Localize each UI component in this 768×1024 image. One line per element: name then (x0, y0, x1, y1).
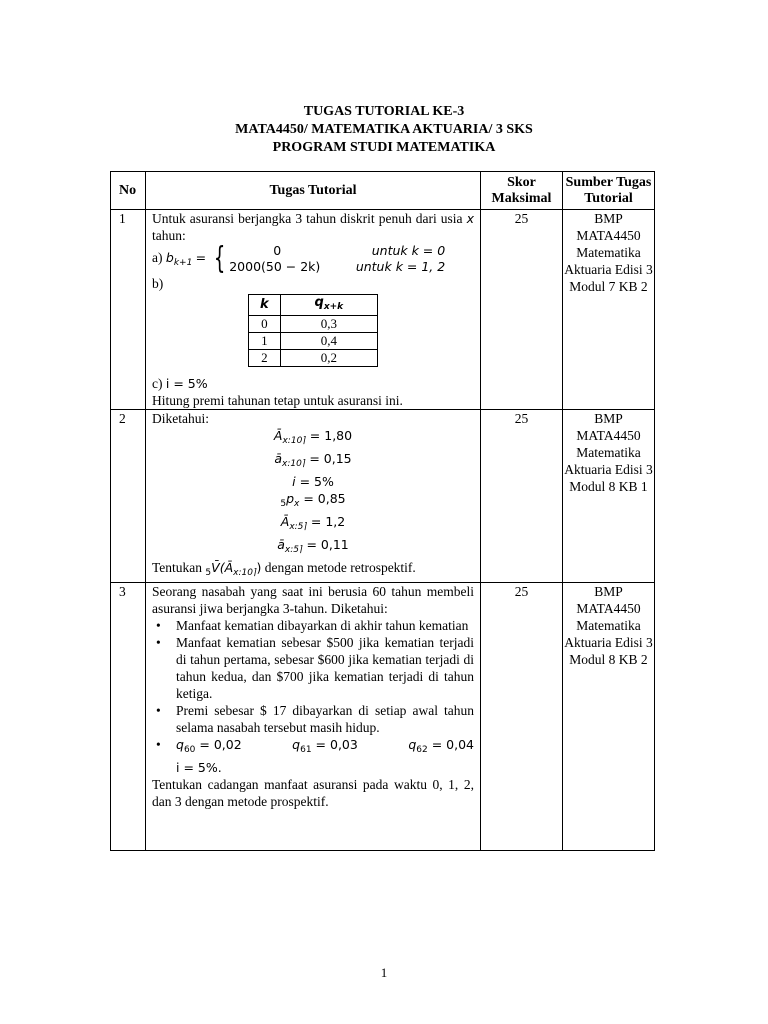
given-value: $Ā_{x:10⌉} = 1,80$ (273, 428, 353, 446)
source-cell: BMP MATA4450 Matematika Aktuaria Edisi 3 Modul 8 KB 1 (563, 410, 655, 583)
task-question: Tentukan cadangan manfaat asuransi pada waktu 0, 1, 2, dan 3 dengan metode prospektif. (152, 777, 474, 809)
given-value: $Ā_{x:5⌉} = 1,2$ (280, 514, 346, 532)
given-value: $ā_{x:10⌉} = 0,15$ (274, 451, 352, 469)
table-row (111, 583, 655, 851)
program-line: PROGRAM STUDI MATEMATIKA (272, 140, 496, 155)
benefit-formula: a) $b_{k+1}$ = { 0 untuk k = 0 2000(50 − 2k) untuk k = 1, 2 (152, 241, 446, 276)
mortality-q: 0,2 (280, 350, 377, 367)
tutorial-table (110, 171, 655, 851)
source-cell: BMP MATA4450 Matematika Aktuaria Edisi 3 Modul 7 KB 2 (563, 210, 655, 410)
doc-title: TUGAS TUTORIAL KE-3 (303, 104, 465, 119)
list-item: • Premi sebesar $ 17 dibayarkan di setiap awal tahun selama nasabah tersebut masih hidup. (152, 702, 474, 736)
col-header-no: No (111, 172, 146, 210)
table-header-row (111, 172, 655, 210)
list-item: • Manfaat kematian dibayarkan di akhir tahun kematian (152, 617, 474, 634)
table-row (111, 210, 655, 410)
col-header-source: Sumber Tugas Tutorial (563, 172, 655, 210)
mortality-q: 0,4 (280, 333, 377, 350)
table-row (111, 410, 655, 583)
row-number: 1 (111, 210, 146, 410)
score-cell: 25 (481, 410, 563, 583)
score-cell: 25 (481, 210, 563, 410)
task-intro: Untuk asuransi berjangka 3 tahun diskrit penuh dari usia x tahun: (152, 211, 474, 243)
task-intro: Seorang nasabah yang saat ini berusia 60 tahun membeli asuransi jiwa berjangka 3-tahun. Diketahui: (152, 584, 474, 616)
task-intro: Diketahui: (152, 411, 209, 426)
task-cell (146, 210, 481, 410)
mortality-k: 2 (249, 350, 281, 367)
given-value: $_5p_x = 0,85$ (280, 491, 346, 509)
page-number: 1 (380, 965, 388, 980)
task-question: Hitung premi tahunan tetap untuk asuransi ini. (152, 393, 403, 408)
task-cell (146, 583, 481, 851)
given-value: $ā_{x:5⌉} = 0,11$ (277, 537, 349, 555)
mortality-head-k: k (249, 295, 281, 316)
row-number: 2 (111, 410, 146, 583)
col-header-score: Skor Maksimal (481, 172, 563, 210)
list-item: • $q_{60} = 0,02$ $q_{61} = 0,03$ $q_{62} = 0,04$ i = 5%. (152, 736, 474, 776)
given-list (152, 617, 474, 776)
row-number: 3 (111, 583, 146, 851)
task-question: Tentukan $_5V̄(Ā_{x:10⌉})$ dengan metode retrospektif. (152, 560, 416, 578)
course-line: MATA4450/ MATEMATIKA AKTUARIA/ 3 SKS (235, 122, 533, 137)
mortality-q: 0,3 (280, 316, 377, 333)
mortality-head-q: $q_{x+k}$ (280, 295, 377, 316)
mortality-k: 1 (249, 333, 281, 350)
task-cell (146, 410, 481, 583)
mortality-k: 0 (249, 316, 281, 333)
list-item: • Manfaat kematian sebesar $500 jika kematian terjadi di tahun pertama, sebesar $600 jika kematian terjadi di tahun kedua, dan $700 jika kematian terjadi di tahun ketiga. (152, 634, 474, 702)
col-header-task: Tugas Tutorial (146, 172, 481, 210)
given-value: i = 5% (292, 474, 334, 489)
part-c: c) i = 5% (152, 376, 208, 391)
mortality-table (248, 294, 378, 367)
score-cell: 25 (481, 583, 563, 851)
part-b-label: b) (152, 276, 164, 291)
source-cell: BMP MATA4450 Matematika Aktuaria Edisi 3 Modul 8 KB 2 (563, 583, 655, 851)
